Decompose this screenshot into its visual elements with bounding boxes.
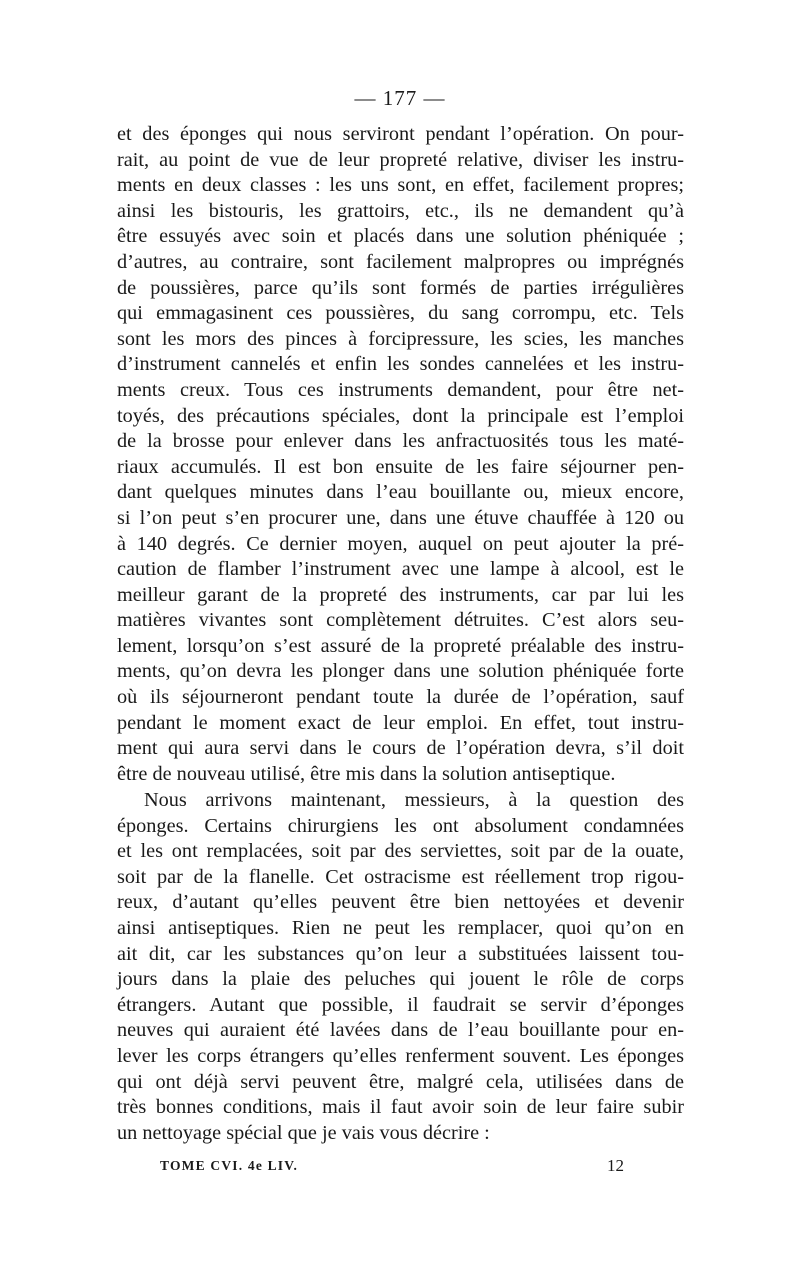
signature-mark: TOME CVI. 4e LIV. xyxy=(160,1158,299,1173)
text-line: riaux accumulés. Il est bon ensuite de les faire séjourner pen- xyxy=(117,455,684,478)
text-line: rait, au point de vue de leur propreté relative, diviser les instru- xyxy=(117,148,684,171)
text-line: où ils séjourneront pendant toute la durée de l’opération, sauf xyxy=(117,686,684,709)
sheet-number: 12 xyxy=(607,1156,624,1175)
text-line: être de nouveau utilisé, être mis dans la solution antiseptique. xyxy=(117,762,616,785)
text-line: éponges. Certains chirurgiens les ont absolument condamnées xyxy=(117,814,684,837)
text-line: pendant le moment exact de leur emploi. En effet, tout instru- xyxy=(117,711,684,734)
text-line: neuves qui auraient été lavées dans de l’eau bouillante pour en- xyxy=(117,1019,684,1042)
text-line: Nous arrivons maintenant, messieurs, à la question des xyxy=(144,789,684,811)
text-line: sont les mors des pinces à forcipressure, les scies, les manches xyxy=(117,327,684,350)
text-line: ments creux. Tous ces instruments demandent, pour être net- xyxy=(117,378,684,401)
text-line: jours dans la plaie des peluches qui jouent le rôle de corps xyxy=(117,968,684,991)
text-line: toyés, des précautions spéciales, dont la principale est l’emploi xyxy=(117,404,684,427)
text-line: meilleur garant de la propreté des instruments, car par lui les xyxy=(117,583,684,606)
text-line: qui ont déjà servi peuvent être, malgré cela, utilisées dans de xyxy=(117,1070,684,1093)
text-line: lement, lorsqu’on s’est assuré de la propreté préalable des instru- xyxy=(117,634,684,657)
text-line: être essuyés avec soin et placés dans une solution phéniquée ; xyxy=(117,225,684,248)
text-line: ments en deux classes : les uns sont, en effet, facilement propres; xyxy=(117,174,684,197)
text-line: ment qui aura servi dans le cours de l’opération devra, s’il doit xyxy=(117,737,684,760)
text-line: ments, qu’on devra les plonger dans une solution phéniquée forte xyxy=(117,660,684,683)
text-line: de la brosse pour enlever dans les anfractuosités tous les maté- xyxy=(117,430,684,453)
page-number: — 177 — xyxy=(354,86,446,110)
text-line: soit par de la flanelle. Cet ostracisme est réellement trop rigou- xyxy=(117,865,684,888)
text-line: dant quelques minutes dans l’eau bouillante ou, mieux encore, xyxy=(117,481,684,504)
text-line: d’instrument cannelés et enfin les sondes cannelées et les instru- xyxy=(117,353,684,376)
paragraph-instruments xyxy=(117,122,684,787)
text-line: ainsi antiseptiques. Rien ne peut les remplacer, quoi qu’on en xyxy=(117,916,684,939)
paragraph-eponges xyxy=(117,788,684,1146)
text-line: caution de flamber l’instrument avec une lampe à alcool, est le xyxy=(117,558,684,581)
text-line: et les ont remplacées, soit par des serviettes, soit par de la ouate, xyxy=(117,840,684,863)
text-line: lever les corps étrangers qu’elles renferment souvent. Les éponges xyxy=(117,1044,684,1067)
text-line: d’autres, au contraire, sont facilement malpropres ou imprégnés xyxy=(117,250,684,273)
text-line: ait dit, car les substances qu’on leur a substituées laissent tou- xyxy=(117,942,684,965)
text-line: et des éponges qui nous serviront pendant l’opération. On pour- xyxy=(117,123,684,145)
page-footer xyxy=(0,1158,800,1180)
text-line: matières vivantes sont complètement détruites. C’est alors seu- xyxy=(117,609,684,632)
text-line: de poussières, parce qu’ils sont formés de parties irrégulières xyxy=(117,276,684,299)
text-line: ainsi les bistouris, les grattoirs, etc., ils ne demandent qu’à xyxy=(117,199,684,222)
text-line: étrangers. Autant que possible, il faudrait se servir d’éponges xyxy=(117,993,684,1016)
text-line: un nettoyage spécial que je vais vous décrire : xyxy=(117,1121,490,1144)
text-line: reux, d’autant qu’elles peuvent être bien nettoyées et devenir xyxy=(117,891,684,914)
text-line: si l’on peut s’en procurer une, dans une étuve chauffée à 120 ou xyxy=(117,506,684,529)
text-line: très bonnes conditions, mais il faut avoir soin de leur faire subir xyxy=(117,1096,684,1119)
text-line: qui emmagasinent ces poussières, du sang corrompu, etc. Tels xyxy=(117,302,684,325)
text-line: à 140 degrés. Ce dernier moyen, auquel on peut ajouter la pré- xyxy=(117,532,684,555)
